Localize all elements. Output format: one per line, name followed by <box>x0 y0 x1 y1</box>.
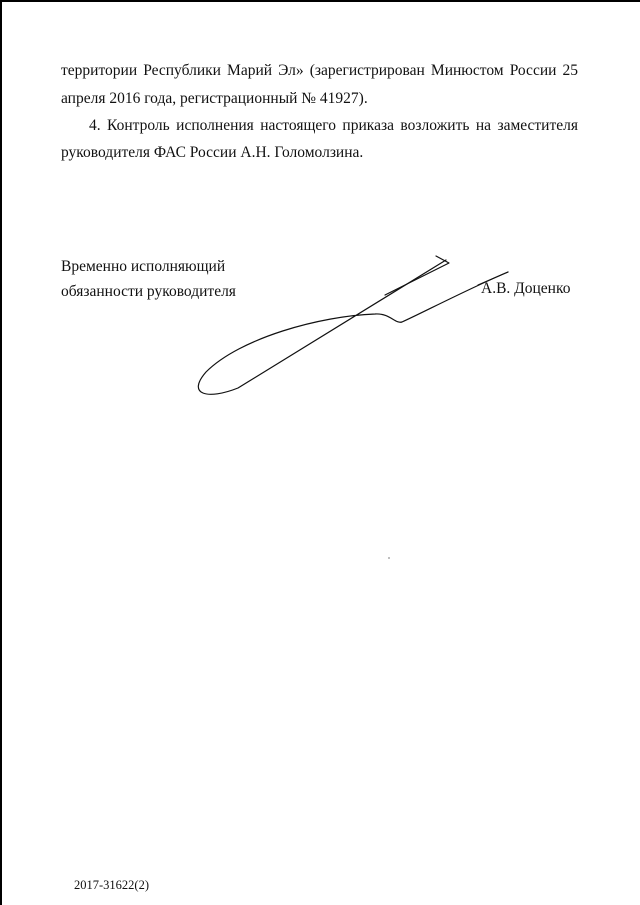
signatory-name: А.В. Доценко <box>481 280 571 297</box>
handwritten-signature <box>190 250 520 400</box>
signatory-position-line-2: обязанности руководителя <box>61 283 236 300</box>
scan-edge-top <box>0 0 640 2</box>
paragraph-3-line-2: апреля 2016 года, регистрационный № 41927). <box>61 90 368 107</box>
signatory-position-line-1: Временно исполняющий <box>61 258 226 275</box>
paragraph-3-line-1: территории Республики Марий Эл» (зарегистрирован Минюстом России 25 <box>61 62 578 79</box>
signature-stroke-tail <box>478 272 508 285</box>
paragraph-4-line-2: руководителя ФАС России А.Н. Голомолзина. <box>61 144 364 161</box>
scan-edge-left <box>0 0 2 905</box>
signature-stroke-main <box>198 260 508 394</box>
scan-artifact <box>388 557 390 559</box>
paragraph-4-line-1: 4. Контроль исполнения настоящего приказа возложить на заместителя <box>89 117 578 134</box>
document-number: 2017-31622(2) <box>74 878 149 892</box>
signature-stroke-cross <box>385 256 449 295</box>
